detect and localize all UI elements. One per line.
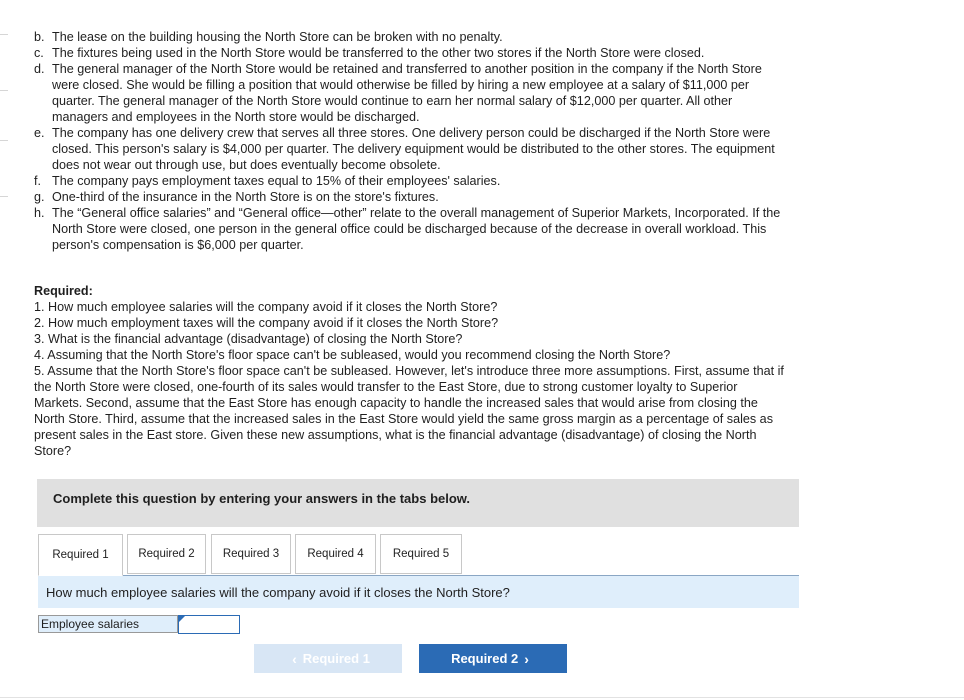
tab-required-2[interactable]: Required 2 xyxy=(127,534,206,574)
next-button[interactable] xyxy=(419,644,567,673)
bottom-rule xyxy=(0,697,964,698)
fact-text: The fixtures being used in the North Store would be transferred to the other two stores if the North Store were closed. xyxy=(52,46,705,60)
instructions-banner xyxy=(37,479,799,527)
left-margin-rule xyxy=(0,140,8,141)
required-line: 5. Assume that the North Store's floor space can't be subleased. However, let's introduce three more assumptions. First, assume that if xyxy=(34,364,784,378)
required-line: 4. Assuming that the North Store's floor space can't be subleased, would you recommend closing the North Store? xyxy=(34,348,671,362)
fact-letter: f. xyxy=(34,174,41,188)
fact-text: The lease on the building housing the North Store can be broken with no penalty. xyxy=(52,30,503,44)
previous-button[interactable] xyxy=(254,644,402,673)
fact-text: The company pays employment taxes equal to 15% of their employees' salaries. xyxy=(52,174,501,188)
fact-text: One-third of the insurance in the North Store is on the store's fixtures. xyxy=(52,190,439,204)
fact-item xyxy=(34,189,880,205)
fact-letter: e. xyxy=(34,126,45,140)
fact-item xyxy=(34,125,880,173)
required-line: the North Store were closed, one-fourth of its sales would transfer to the East Store, due to strong customer loyalty to Superior xyxy=(34,380,738,394)
tab-required-4[interactable]: Required 4 xyxy=(295,534,376,574)
fact-line: quarter. The general manager of the North Store would continue to earn her normal salary of $12,000 per quarter. All other xyxy=(52,94,733,108)
required-line: present sales in the East store. Given these new assumptions, what is the financial advantage (disadvantage) of closing the North xyxy=(34,428,757,442)
required-line: 2. How much employment taxes will the company avoid if it closes the North Store? xyxy=(34,316,499,330)
fact-item xyxy=(34,205,880,253)
fact-item xyxy=(34,45,880,61)
fact-line: managers and employees in the North store would be discharged. xyxy=(52,110,420,124)
fact-line: does not wear out through use, but does eventually become obsolete. xyxy=(52,158,441,172)
employee-salaries-label: Employee salaries xyxy=(38,615,178,633)
required-line: 3. What is the financial advantage (disadvantage) of closing the North Store? xyxy=(34,332,463,346)
left-margin-rule xyxy=(0,90,8,91)
previous-button-label: Required 1 xyxy=(302,651,370,666)
fact-letter: b. xyxy=(34,30,45,44)
left-margin-rule xyxy=(0,196,8,197)
fact-letter: c. xyxy=(34,46,44,60)
fact-letter: h. xyxy=(34,206,45,220)
required-line: Store? xyxy=(34,444,72,458)
instructions-text: Complete this question by entering your answers in the tabs below. xyxy=(53,491,471,506)
question-bar xyxy=(38,576,799,608)
fact-letter: g. xyxy=(34,190,45,204)
employee-salaries-input[interactable] xyxy=(178,615,240,634)
fact-item xyxy=(34,61,880,125)
fact-item xyxy=(34,173,880,189)
fact-letter: d. xyxy=(34,62,45,76)
fact-line: person's compensation is $6,000 per quarter. xyxy=(52,238,304,252)
fact-line: closed. This person's salary is $4,000 per quarter. The delivery equipment would be distributed to the other stores. The equipment xyxy=(52,142,775,156)
tab-required-1[interactable]: Required 1 xyxy=(38,534,123,576)
tab-required-5[interactable]: Required 5 xyxy=(380,534,462,574)
chevron-left-icon: ‹ xyxy=(292,650,297,667)
required-line: 1. How much employee salaries will the company avoid if it closes the North Store? xyxy=(34,300,498,314)
left-margin-rule xyxy=(0,34,8,35)
chevron-right-icon: › xyxy=(524,650,529,667)
required-line: North Store. Third, assume that the increased sales in the East Store would yield the same gross margin as a percentage of sales as xyxy=(34,412,773,426)
fact-line: The “General office salaries” and “General office—other” relate to the overall management of Superior Markets, Incorporated. If the xyxy=(52,206,781,220)
fact-item xyxy=(34,29,880,45)
input-corner-marker xyxy=(179,616,185,622)
fact-line: The company has one delivery crew that serves all three stores. One delivery person could be discharged if the North Store were xyxy=(52,126,771,140)
required-title: Required: xyxy=(34,284,93,298)
fact-line: were closed. She would be filling a position that would otherwise be filled by hiring a new employee at a salary of $11,000 per xyxy=(52,78,750,92)
next-button-label: Required 2 xyxy=(451,651,519,666)
tab-required-3[interactable]: Required 3 xyxy=(211,534,291,574)
fact-line: The general manager of the North Store would be retained and transferred to another position in the company if the North Store xyxy=(52,62,762,76)
facts-list xyxy=(34,29,880,253)
required-section xyxy=(34,283,880,459)
fact-line: North Store were closed, one person in the general office could be discharged because of the decrease in overall workload. This xyxy=(52,222,767,236)
question-text: How much employee salaries will the company avoid if it closes the North Store? xyxy=(46,585,510,600)
required-line: Markets. Second, assume that the East Store has enough capacity to handle the increased sales that would arise from closing the xyxy=(34,396,758,410)
